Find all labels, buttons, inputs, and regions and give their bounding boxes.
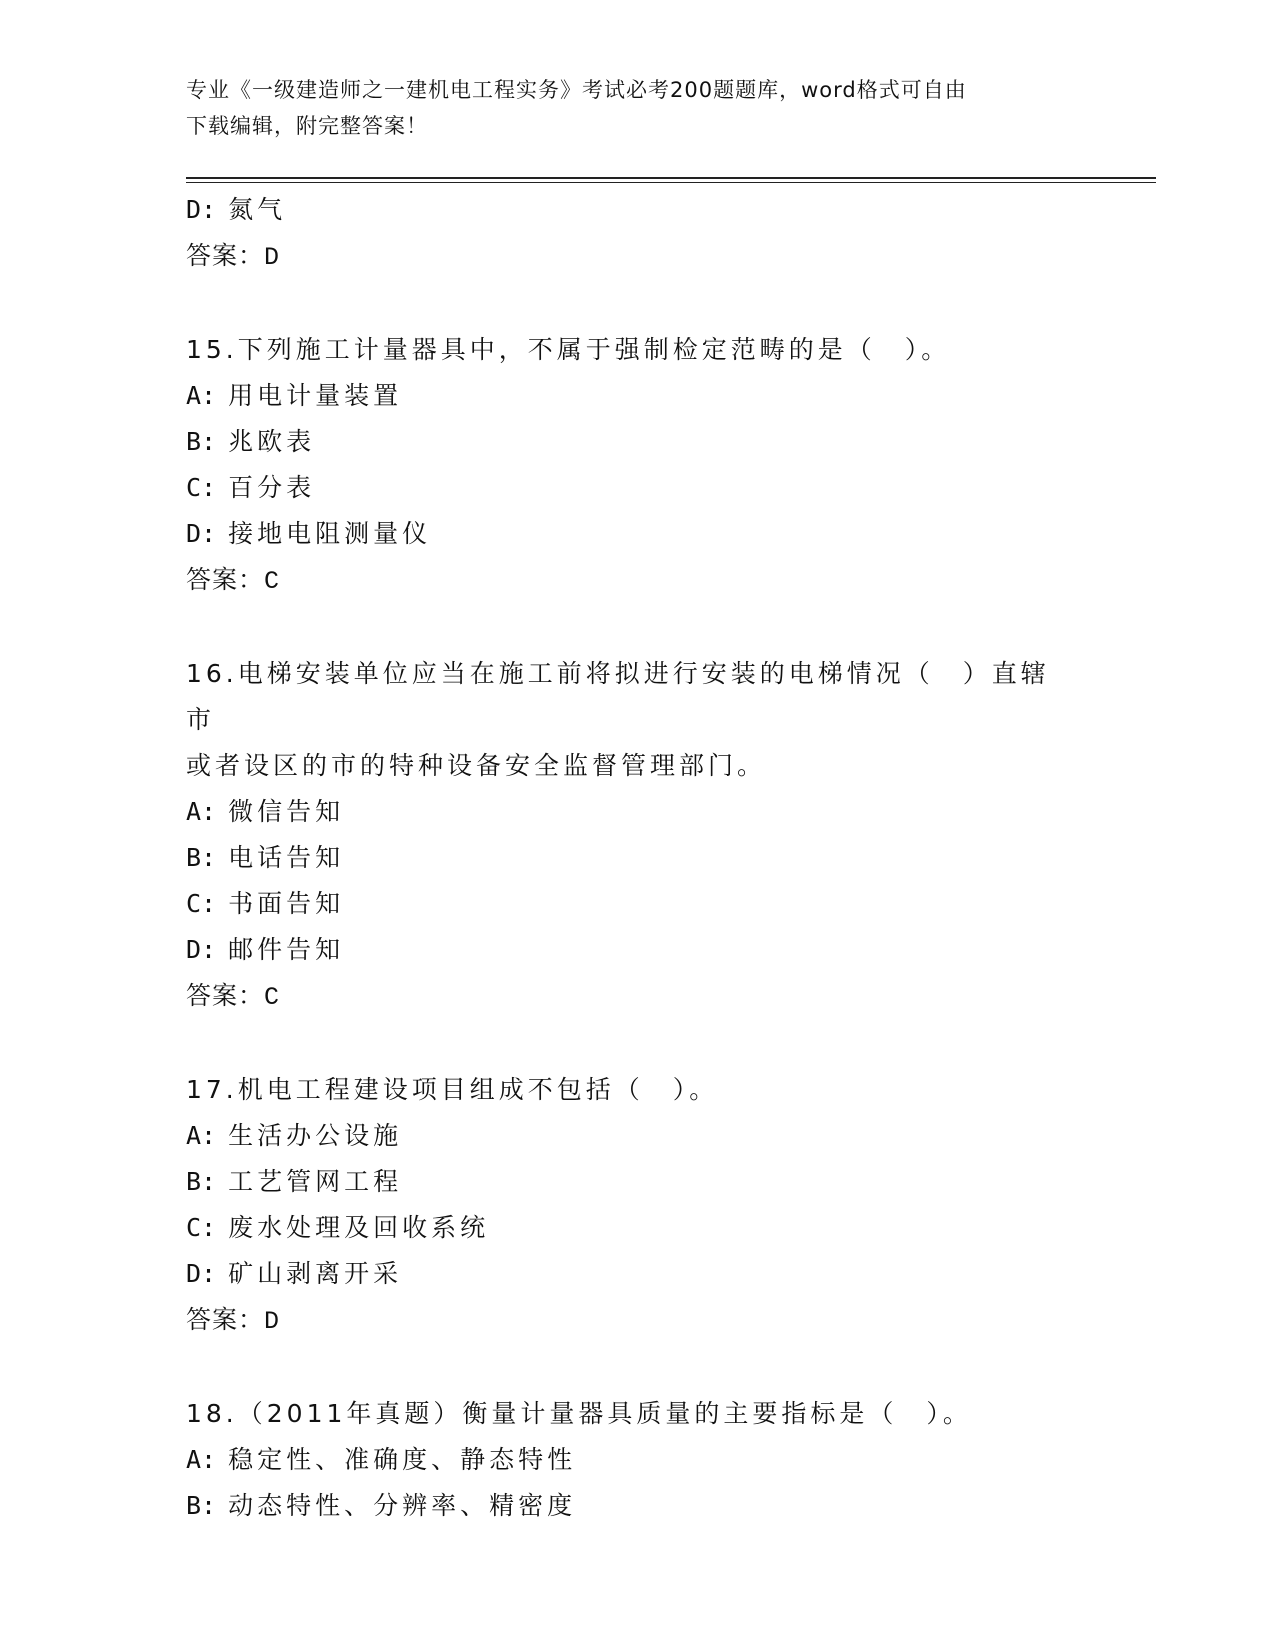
question-stem-line-1: 16.电梯安装单位应当在施工前将拟进行安装的电梯情况（ ）直辖市: [186, 659, 1050, 734]
document-header: [186, 72, 1086, 144]
answer-label: 答案：: [186, 565, 265, 594]
option-prefix: C:: [186, 1213, 217, 1242]
option-prefix: C:: [186, 889, 217, 918]
option-a: [186, 1437, 1126, 1483]
option-text: 动态特性、分辨率、精密度: [228, 1491, 577, 1520]
option-d: [186, 187, 1126, 233]
option-text: 稳定性、准确度、静态特性: [228, 1445, 577, 1474]
question-list: [186, 187, 1126, 1529]
header-divider-thin: [186, 182, 1156, 183]
option-prefix: B:: [186, 427, 217, 456]
option-a: [186, 789, 1126, 835]
option-prefix: A:: [186, 1121, 217, 1150]
option-prefix: D:: [186, 935, 217, 964]
option-prefix: D:: [186, 1259, 217, 1288]
option-prefix: A:: [186, 797, 217, 826]
spacer: [186, 1345, 1126, 1391]
answer-line: [186, 557, 1126, 605]
option-c: [186, 1205, 1126, 1251]
option-prefix: D:: [186, 519, 217, 548]
header-divider-thick: [186, 177, 1156, 179]
option-text: 废水处理及回收系统: [228, 1213, 490, 1242]
option-prefix: B:: [186, 1491, 217, 1520]
option-a: [186, 373, 1126, 419]
answer-value: C: [264, 983, 281, 1012]
question-stem: 17.机电工程建设项目组成不包括（ ）。: [186, 1075, 719, 1104]
option-text: 生活办公设施: [228, 1121, 403, 1150]
option-text: 接地电阻测量仪: [228, 519, 432, 548]
option-text: 兆欧表: [228, 427, 316, 456]
answer-label: 答案：: [186, 241, 265, 270]
option-prefix: A:: [186, 1445, 217, 1474]
answer-line: [186, 1297, 1126, 1345]
option-b: [186, 419, 1126, 465]
option-text: 邮件告知: [228, 935, 345, 964]
question-stem: 18.（2011年真题）衡量计量器具质量的主要指标是（ ）。: [186, 1399, 972, 1428]
option-text: 氮气: [228, 195, 287, 224]
option-prefix: B:: [186, 1167, 217, 1196]
question-stem: 15.下列施工计量器具中，不属于强制检定范畴的是（ ）。: [186, 335, 951, 364]
header-line-2: 下载编辑，附完整答案！: [186, 114, 428, 138]
option-d: [186, 1251, 1126, 1297]
option-c: [186, 465, 1126, 511]
answer-label: 答案：: [186, 981, 265, 1010]
question-18: [186, 1391, 1126, 1529]
option-a: [186, 1113, 1126, 1159]
option-text: 用电计量装置: [228, 381, 403, 410]
header-line-1: 专业《一级建造师之一建机电工程实务》考试必考200题题库，word格式可自由: [186, 78, 967, 102]
answer-line: [186, 233, 1126, 281]
option-text: 书面告知: [228, 889, 345, 918]
question-stem-line-2: 或者设区的市的特种设备安全监督管理部门。: [186, 751, 767, 780]
option-text: 工艺管网工程: [228, 1167, 403, 1196]
question-17: [186, 1067, 1126, 1345]
option-b: [186, 1483, 1126, 1529]
option-c: [186, 881, 1126, 927]
option-text: 微信告知: [228, 797, 345, 826]
spacer: [186, 281, 1126, 327]
option-text: 矿山剥离开采: [228, 1259, 403, 1288]
question-16: [186, 651, 1126, 1021]
option-prefix: D:: [186, 195, 217, 224]
option-b: [186, 1159, 1126, 1205]
option-b: [186, 835, 1126, 881]
option-text: 百分表: [228, 473, 316, 502]
answer-line: [186, 973, 1126, 1021]
question-stem: [186, 651, 1066, 789]
option-text: 电话告知: [228, 843, 345, 872]
answer-value: C: [264, 567, 281, 596]
option-prefix: B:: [186, 843, 217, 872]
answer-value: D: [264, 1307, 281, 1336]
option-d: [186, 511, 1126, 557]
question-15: [186, 327, 1126, 605]
answer-label: 答案：: [186, 1305, 265, 1334]
option-prefix: C:: [186, 473, 217, 502]
option-d: [186, 927, 1126, 973]
spacer: [186, 1021, 1126, 1067]
spacer: [186, 605, 1126, 651]
answer-value: D: [264, 243, 281, 272]
option-prefix: A:: [186, 381, 217, 410]
